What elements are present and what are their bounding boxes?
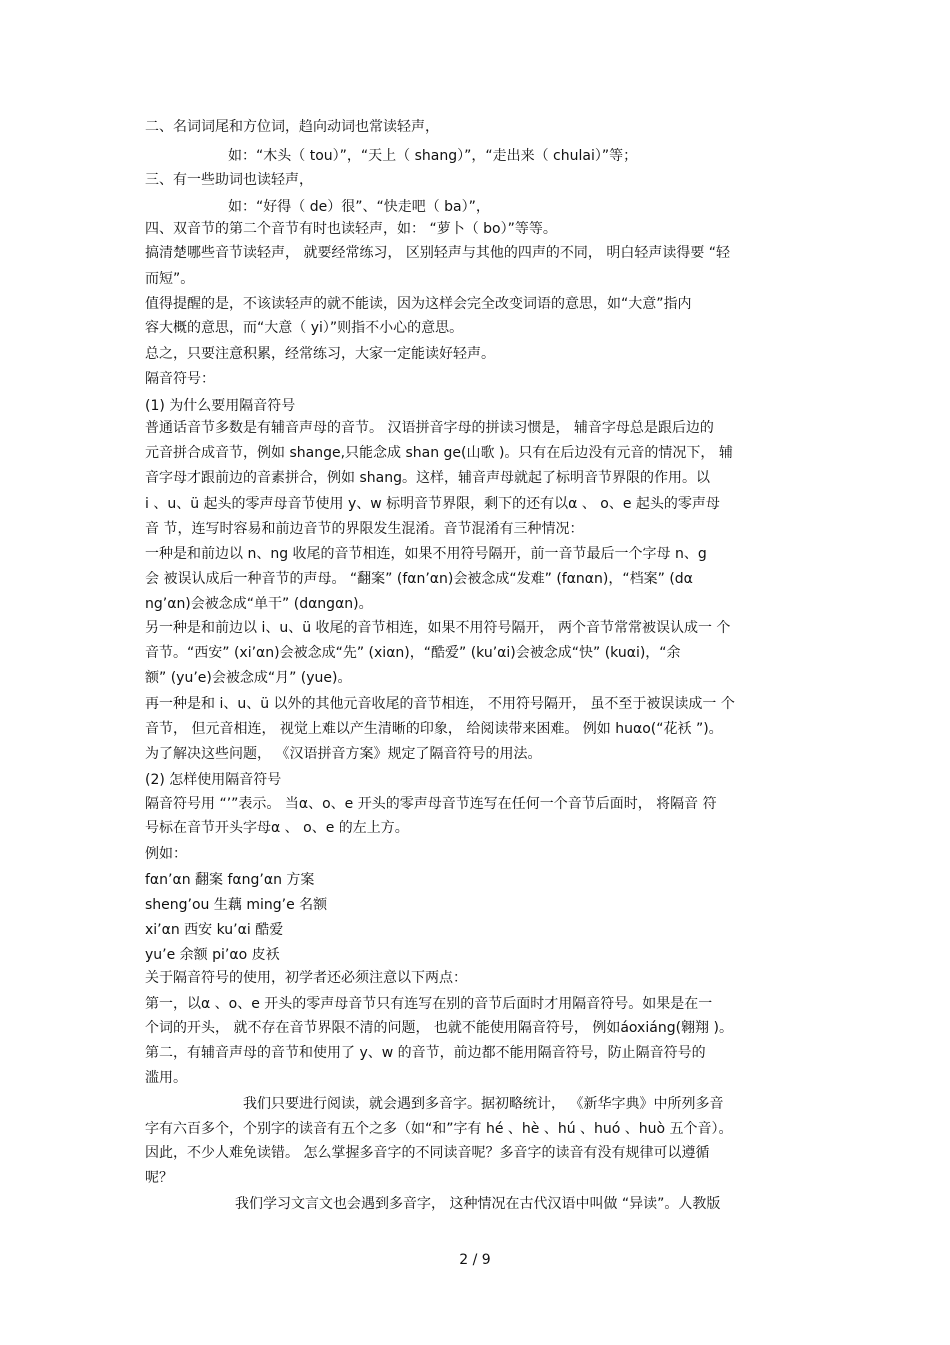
text-line: 额” (yu’e)会被念成“月” (yue)。 [145, 670, 352, 686]
example-line: yu’e 余额 pi’αo 皮袄 [145, 947, 280, 963]
text-line: 值得提醒的是，不该读轻声的就不能读，因为这样会完全改变词语的意思，如“大意”指内 [145, 296, 692, 312]
text-line: 如：“木头（ tou）”，“天上（ shang）”，“走出来（ chulai）”等； [228, 148, 638, 164]
text-line: 音 节，连写时容易和前边音节的界限发生混淆。音节混淆有三种情况： [145, 521, 584, 537]
section-heading: 隔音符号： [145, 371, 215, 387]
text-line: 再一种是和 i、u、ü 以外的其他元音收尾的音节相连， 不用符号隔开， 虽不至于被误读成一 个 [145, 696, 735, 712]
text-line: 音节。“西安” (xi’αn)会被念成“先” (xiαn)，“酷爱” (ku’αi)会被念成“快” (kuαi)，“余 [145, 645, 681, 661]
text-line: i 、u、ü 起头的零声母音节使用 y、w 标明音节界限，剩下的还有以α 、 o、e 起头的零声母 [145, 496, 720, 512]
text-line: 一种是和前边以 n、ng 收尾的音节相连，如果不用符号隔开，前一音节最后一个字母 n、g [145, 546, 707, 562]
text-line: 滥用。 [145, 1070, 187, 1086]
text-line: 另一种是和前边以 i、u、ü 收尾的音节相连，如果不用符号隔开， 两个音节常常被误认成一 个 [145, 620, 731, 636]
text-line: 我们只要进行阅读，就会遇到多音字。据初略统计， 《新华字典》中所列多音 [243, 1096, 724, 1112]
text-line: 号标在音节开头字母α 、 o、e 的左上方。 [145, 820, 409, 836]
text-line: 二、名词词尾和方位词，趋向动词也常读轻声， [145, 119, 439, 135]
text-line: 为了解决这些问题， 《汉语拼音方案》规定了隔音符号的用法。 [145, 746, 542, 762]
text-line: 音字母才跟前边的音素拼合，例如 shang。这样，辅音声母就起了标明音节界限的作用。以 [145, 470, 710, 486]
text-line: 容大概的意思，而“大意（ yi）”则指不小心的意思。 [145, 320, 464, 336]
text-line: 例如： [145, 846, 187, 862]
text-line: 字有六百多个，个别字的读音有五个之多（如“和”字有 hé 、hè 、hú 、huó 、huò 五个音）。 [145, 1121, 733, 1137]
text-line: 个词的开头， 就不存在音节界限不清的问题， 也就不能使用隔音符号， 例如áoxiáng(翱翔 )。 [145, 1020, 733, 1036]
text-line: 因此，不少人难免读错。 怎么掌握多音字的不同读音呢？多音字的读音有没有规律可以遵循 [145, 1145, 710, 1161]
example-line: xi’αn 西安 ku’αi 酷爱 [145, 922, 284, 938]
text-line: 第一，以α 、o、e 开头的零声母音节只有连写在别的音节后面时才用隔音符号。如果是在一 [145, 996, 713, 1012]
text-line: 会 被误认成后一种音节的声母。 “翻案” (fαn’αn)会被念成“发难” (fαnαn)，“档案” (dα [145, 571, 693, 587]
text-line: 音节， 但元音相连， 视觉上难以产生清晰的印象， 给阅读带来困难。 例如 huαo(“花袄 ”)。 [145, 721, 723, 737]
text-line: 第二，有辅音声母的音节和使用了 y、w 的音节，前边都不能用隔音符号，防止隔音符号的 [145, 1045, 706, 1061]
text-line: 总之，只要注意积累，经常练习，大家一定能读好轻声。 [145, 346, 495, 362]
text-line: 四、双音节的第二个音节有时也读轻声，如： “萝卜（ bo）”等等。 [145, 221, 557, 237]
text-line: 我们学习文言文也会遇到多音字， 这种情况在古代汉语中叫做 “异读”。人教版 [235, 1196, 721, 1212]
text-line: 三、有一些助词也读轻声， [145, 172, 313, 188]
subsection-heading: (2) 怎样使用隔音符号 [145, 772, 282, 788]
text-line: 关于隔音符号的使用，初学者还必须注意以下两点： [145, 970, 467, 986]
text-line: 而短”。 [145, 271, 195, 287]
text-line: 隔音符号用 “’”表示。 当α、o、e 开头的零声母音节连写在任何一个音节后面时， 将隔音 符 [145, 796, 717, 812]
text-line: 搞清楚哪些音节读轻声， 就要经常练习， 区别轻声与其他的四声的不同， 明白轻声读得要 “轻 [145, 245, 731, 261]
example-line: sheng’ou 生藕 ming’e 名额 [145, 897, 328, 913]
text-line: ng’αn)会被念成“单干” (dαngαn)。 [145, 596, 373, 612]
text-line: 普通话音节多数是有辅音声母的音节。 汉语拼音字母的拼读习惯是， 辅音字母总是跟后边的 [145, 420, 714, 436]
text-line: 元音拼合成音节，例如 shange,只能念成 shan ge(山歌 )。只有在后边没有元音的情况下， 辅 [145, 445, 733, 461]
subsection-heading: (1) 为什么要用隔音符号 [145, 398, 296, 414]
page-number: 2 / 9 [459, 1252, 491, 1268]
text-line: 呢？ [145, 1170, 173, 1186]
text-line: 如：“好得（ de）很”、“快走吧（ ba）”， [228, 199, 490, 215]
example-line: fαn’αn 翻案 fαng’αn 方案 [145, 872, 315, 888]
